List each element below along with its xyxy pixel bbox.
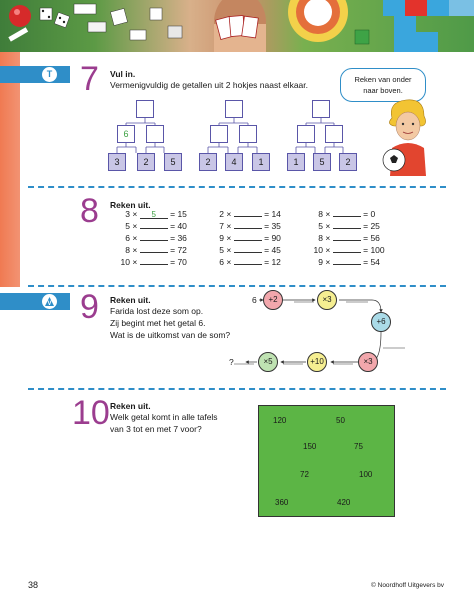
equals-sign: =	[170, 221, 176, 231]
factor: 10	[313, 245, 323, 255]
equals-sign: =	[170, 257, 176, 267]
factor: 8	[318, 209, 323, 219]
exercise-number-9: 9	[80, 288, 99, 326]
factor: 9	[318, 257, 323, 267]
times-sign: ×	[325, 245, 331, 255]
square-number: 50	[336, 416, 345, 425]
chain-op-times-3: ×3	[317, 290, 337, 310]
tree1-mid-left-box[interactable]: 6	[117, 125, 135, 143]
exercise-10-title: Reken uit.	[110, 401, 151, 411]
chain-op-times-5: ×5	[258, 352, 278, 372]
times-sign: ×	[132, 221, 138, 231]
times-sign: ×	[132, 233, 138, 243]
square-number: 100	[359, 470, 373, 479]
square-number: 120	[273, 416, 287, 425]
factor: 8	[318, 233, 323, 243]
times-sign: ×	[325, 257, 331, 267]
product: 35	[271, 221, 281, 231]
times-sign: ×	[132, 209, 138, 219]
equals-sign: =	[363, 245, 369, 255]
times-sign: ×	[132, 245, 138, 255]
equals-sign: =	[363, 209, 369, 219]
factor: 5	[125, 221, 130, 231]
tree3-bottom-2: 5	[313, 153, 331, 171]
factor: 10	[120, 257, 130, 267]
product: 12	[271, 257, 281, 267]
product: 14	[271, 209, 281, 219]
factor: 6	[219, 257, 224, 267]
tree1-bottom-1: 3	[108, 153, 126, 171]
section-divider-3	[28, 388, 446, 390]
times-sign: ×	[132, 257, 138, 267]
exercise-9-title: Reken uit.	[110, 295, 151, 305]
equals-sign: =	[264, 257, 270, 267]
product: 90	[271, 233, 281, 243]
product: 56	[370, 233, 380, 243]
exercise-7-instruction: Vermenigvuldig de getallen uit 2 hokjes naast elkaar.	[110, 80, 308, 90]
factor: 6	[125, 233, 130, 243]
product: 72	[177, 245, 187, 255]
times-sign: ×	[226, 257, 232, 267]
times-sign: ×	[226, 209, 232, 219]
equals-sign: =	[170, 233, 176, 243]
tree1-bottom-3: 5	[164, 153, 182, 171]
chain-op-times-3b: ×3	[358, 352, 378, 372]
factor: 8	[125, 245, 130, 255]
square-number: 75	[354, 442, 363, 451]
square-number: 150	[303, 442, 317, 451]
tree2-bottom-1: 2	[199, 153, 217, 171]
product: 45	[271, 245, 281, 255]
product: 25	[370, 221, 380, 231]
factor: 3	[125, 209, 130, 219]
times-sign: ×	[226, 233, 232, 243]
exercise-9-line-1: Farida lost deze som op.	[110, 306, 204, 316]
equals-sign: =	[264, 209, 270, 219]
chain-end-question: ?	[229, 357, 234, 367]
product: 36	[177, 233, 187, 243]
exercise-number-8: 8	[80, 192, 99, 230]
equals-sign: =	[264, 221, 270, 231]
bubble-line-2: naar boven.	[363, 86, 403, 95]
chain-op-plus-6: +6	[371, 312, 391, 332]
equals-sign: =	[264, 245, 270, 255]
level-badge-t: T	[42, 67, 57, 82]
equals-sign: =	[264, 233, 270, 243]
factor: 5	[219, 245, 224, 255]
answer-blank[interactable]: 5	[140, 211, 168, 219]
bubble-line-1: Reken van onder	[354, 75, 412, 84]
tree2-bottom-2: 4	[225, 153, 243, 171]
times-sign: ×	[226, 221, 232, 231]
times-sign: ×	[325, 233, 331, 243]
chain-start-value: 6	[252, 295, 257, 305]
square-number: 420	[337, 498, 351, 507]
exercise-9-line-2: Zij begint met het getal 6.	[110, 318, 206, 328]
exercise-8-title: Reken uit.	[110, 200, 151, 210]
equals-sign: =	[363, 221, 369, 231]
tree2-bottom-3: 1	[252, 153, 270, 171]
times-sign: ×	[226, 245, 232, 255]
exercise-10-line-1: Welk getal komt in alle tafels	[110, 412, 218, 422]
equals-sign: =	[363, 233, 369, 243]
times-sign: ×	[325, 221, 331, 231]
exercise-number-7: 7	[80, 60, 99, 98]
square-number: 72	[300, 470, 309, 479]
number-square	[258, 405, 395, 517]
product: 54	[370, 257, 380, 267]
product: 70	[177, 257, 187, 267]
tree3-bottom-1: 1	[287, 153, 305, 171]
copyright-notice: © Noordhoff Uitgevers bv	[371, 582, 444, 589]
equals-sign: =	[170, 209, 176, 219]
product: 15	[177, 209, 187, 219]
factor: 2	[219, 209, 224, 219]
svg-text:V: V	[47, 301, 52, 307]
tree3-bottom-3: 2	[339, 153, 357, 171]
exercise-9-line-3: Wat is de uitkomst van de som?	[110, 330, 231, 340]
product: 0	[370, 209, 376, 219]
factor: 5	[318, 221, 323, 231]
exercise-10-line-2: van 3 tot en met 7 voor?	[110, 424, 202, 434]
factor: 7	[219, 221, 224, 231]
product: 40	[177, 221, 187, 231]
equals-sign: =	[363, 257, 369, 267]
times-sign: ×	[325, 209, 331, 219]
square-number: 360	[275, 498, 289, 507]
exercise-7-title: Vul in.	[110, 69, 136, 79]
exercise-number-10: 10	[72, 394, 110, 432]
tree1-bottom-2: 2	[137, 153, 155, 171]
page-number: 38	[28, 580, 39, 590]
chain-op-plus-10: +10	[307, 352, 327, 372]
equals-sign: =	[170, 245, 176, 255]
product: 100	[370, 245, 385, 255]
factor: 9	[219, 233, 224, 243]
chain-op-plus-2: +2	[263, 290, 283, 310]
